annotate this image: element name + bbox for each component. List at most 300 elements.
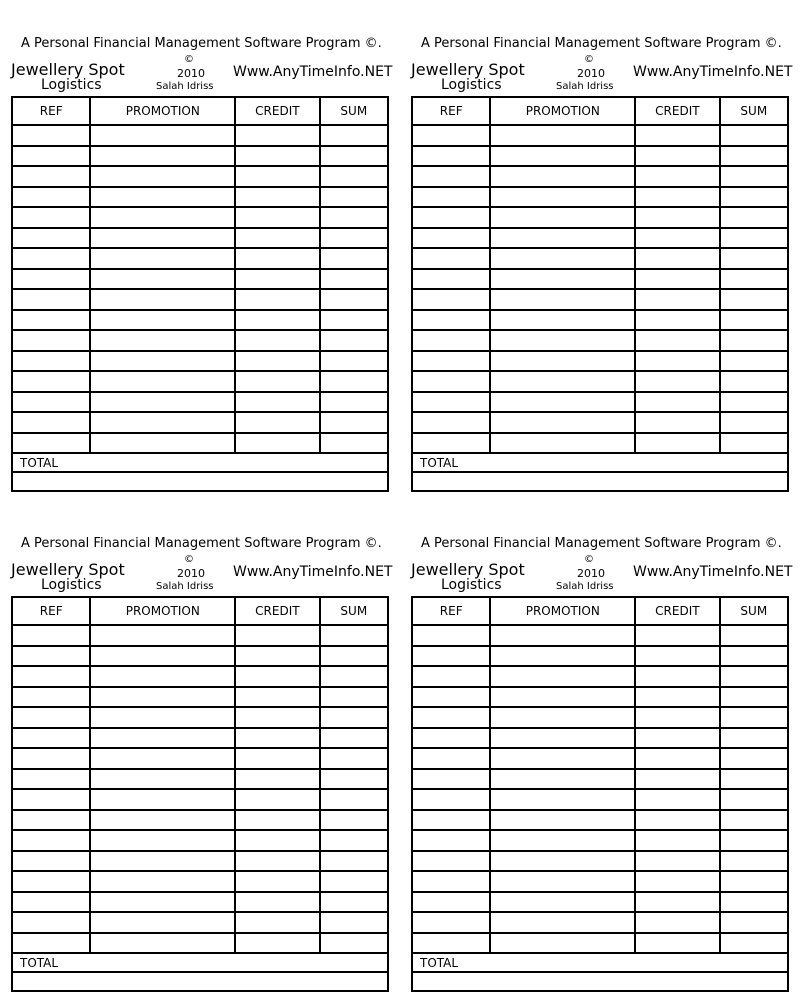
sum-cell[interactable] bbox=[720, 646, 788, 667]
ref-cell[interactable] bbox=[412, 433, 490, 454]
promotion-cell[interactable] bbox=[490, 207, 635, 228]
credit-cell[interactable] bbox=[635, 248, 719, 269]
credit-cell[interactable] bbox=[635, 728, 719, 749]
promotion-cell[interactable] bbox=[490, 646, 635, 667]
ref-cell[interactable] bbox=[412, 830, 490, 851]
ref-cell[interactable] bbox=[412, 125, 490, 146]
promotion-cell[interactable] bbox=[90, 412, 235, 433]
credit-cell[interactable] bbox=[635, 871, 719, 892]
credit-cell[interactable] bbox=[635, 912, 719, 933]
total-value-cell[interactable] bbox=[12, 472, 388, 491]
ref-cell[interactable] bbox=[12, 371, 90, 392]
ref-cell[interactable] bbox=[412, 351, 490, 372]
promotion-cell[interactable] bbox=[90, 433, 235, 454]
table-row bbox=[12, 933, 388, 954]
promotion-cell[interactable] bbox=[90, 830, 235, 851]
credit-cell[interactable] bbox=[235, 310, 319, 331]
ref-cell[interactable] bbox=[412, 289, 490, 310]
sum-cell[interactable] bbox=[720, 871, 788, 892]
promotion-cell[interactable] bbox=[90, 666, 235, 687]
table-row bbox=[12, 625, 388, 646]
promotion-cell[interactable] bbox=[490, 269, 635, 290]
credit-cell[interactable] bbox=[635, 789, 719, 810]
total-value-cell[interactable] bbox=[412, 472, 788, 491]
credit-cell[interactable] bbox=[235, 625, 319, 646]
sum-cell[interactable] bbox=[720, 687, 788, 708]
ref-cell[interactable] bbox=[12, 330, 90, 351]
credit-cell[interactable] bbox=[235, 789, 319, 810]
credit-cell[interactable] bbox=[235, 269, 319, 290]
credit-cell[interactable] bbox=[235, 351, 319, 372]
ref-cell[interactable] bbox=[412, 912, 490, 933]
credit-cell[interactable] bbox=[635, 187, 719, 208]
credit-cell[interactable] bbox=[235, 166, 319, 187]
promotion-cell[interactable] bbox=[90, 933, 235, 954]
promotion-cell[interactable] bbox=[490, 728, 635, 749]
promotion-cell[interactable] bbox=[90, 248, 235, 269]
promotion-cell[interactable] bbox=[490, 830, 635, 851]
promotion-cell[interactable] bbox=[90, 912, 235, 933]
ref-cell[interactable] bbox=[12, 392, 90, 413]
sum-cell[interactable] bbox=[320, 789, 388, 810]
promotion-cell[interactable] bbox=[490, 351, 635, 372]
ref-cell[interactable] bbox=[412, 933, 490, 954]
table-row bbox=[12, 289, 388, 310]
program-title: A Personal Financial Management Software Program ©. bbox=[421, 536, 782, 551]
ref-cell[interactable] bbox=[412, 769, 490, 790]
sum-cell[interactable] bbox=[320, 687, 388, 708]
sum-cell[interactable] bbox=[320, 625, 388, 646]
promotion-cell[interactable] bbox=[90, 728, 235, 749]
ref-cell[interactable] bbox=[12, 871, 90, 892]
table-row bbox=[412, 769, 788, 790]
promotion-cell[interactable] bbox=[90, 187, 235, 208]
sum-cell[interactable] bbox=[320, 728, 388, 749]
table-row bbox=[12, 433, 388, 454]
promotion-cell[interactable] bbox=[490, 187, 635, 208]
promotion-cell[interactable] bbox=[90, 810, 235, 831]
ref-cell[interactable] bbox=[12, 769, 90, 790]
table-row bbox=[412, 871, 788, 892]
sum-cell[interactable] bbox=[720, 810, 788, 831]
credit-cell[interactable] bbox=[235, 687, 319, 708]
ledger-table bbox=[11, 596, 389, 992]
sum-cell[interactable] bbox=[720, 166, 788, 187]
ref-cell[interactable] bbox=[412, 789, 490, 810]
promotion-cell[interactable] bbox=[490, 330, 635, 351]
sum-cell[interactable] bbox=[720, 187, 788, 208]
ledger-form-top-left bbox=[11, 34, 393, 494]
sum-cell[interactable] bbox=[720, 728, 788, 749]
promotion-cell[interactable] bbox=[90, 166, 235, 187]
promotion-cell[interactable] bbox=[490, 625, 635, 646]
copyright-author: Salah Idriss bbox=[556, 81, 614, 92]
sum-cell[interactable] bbox=[720, 228, 788, 249]
ref-cell[interactable] bbox=[412, 269, 490, 290]
promotion-cell[interactable] bbox=[490, 146, 635, 167]
sum-cell[interactable] bbox=[320, 892, 388, 913]
sum-cell[interactable] bbox=[320, 289, 388, 310]
ref-cell[interactable] bbox=[412, 892, 490, 913]
ledger-form-bottom-left bbox=[11, 534, 393, 994]
promotion-cell[interactable] bbox=[490, 433, 635, 454]
table-row bbox=[12, 146, 388, 167]
sum-cell[interactable] bbox=[320, 166, 388, 187]
promotion-cell[interactable] bbox=[90, 892, 235, 913]
promotion-cell[interactable] bbox=[490, 687, 635, 708]
ref-cell[interactable] bbox=[12, 125, 90, 146]
ref-cell[interactable] bbox=[12, 625, 90, 646]
sum-cell[interactable] bbox=[320, 371, 388, 392]
ref-cell[interactable] bbox=[12, 666, 90, 687]
sum-cell[interactable] bbox=[720, 666, 788, 687]
promotion-cell[interactable] bbox=[490, 707, 635, 728]
promotion-cell[interactable] bbox=[490, 228, 635, 249]
sum-cell[interactable] bbox=[720, 769, 788, 790]
ref-cell[interactable] bbox=[412, 207, 490, 228]
promotion-cell[interactable] bbox=[490, 810, 635, 831]
credit-cell[interactable] bbox=[235, 810, 319, 831]
table-row bbox=[12, 707, 388, 728]
promotion-cell[interactable] bbox=[90, 769, 235, 790]
credit-cell[interactable] bbox=[235, 748, 319, 769]
table-row bbox=[412, 933, 788, 954]
sum-cell[interactable] bbox=[320, 810, 388, 831]
sum-cell[interactable] bbox=[720, 125, 788, 146]
credit-cell[interactable] bbox=[635, 748, 719, 769]
sum-cell[interactable] bbox=[720, 371, 788, 392]
table-row bbox=[412, 912, 788, 933]
sum-cell[interactable] bbox=[320, 228, 388, 249]
ref-cell[interactable] bbox=[412, 666, 490, 687]
sum-cell[interactable] bbox=[720, 310, 788, 331]
ref-cell[interactable] bbox=[12, 146, 90, 167]
ref-cell[interactable] bbox=[12, 412, 90, 433]
credit-cell[interactable] bbox=[235, 412, 319, 433]
credit-cell[interactable] bbox=[235, 207, 319, 228]
sum-cell[interactable] bbox=[720, 412, 788, 433]
promotion-cell[interactable] bbox=[90, 392, 235, 413]
promotion-cell[interactable] bbox=[90, 207, 235, 228]
promotion-cell[interactable] bbox=[490, 748, 635, 769]
sum-cell[interactable] bbox=[320, 248, 388, 269]
credit-cell[interactable] bbox=[635, 892, 719, 913]
ref-cell[interactable] bbox=[12, 912, 90, 933]
table-row bbox=[412, 146, 788, 167]
ref-cell[interactable] bbox=[12, 207, 90, 228]
ref-cell[interactable] bbox=[12, 789, 90, 810]
credit-cell[interactable] bbox=[635, 625, 719, 646]
ref-cell[interactable] bbox=[12, 748, 90, 769]
credit-cell[interactable] bbox=[235, 646, 319, 667]
sum-cell[interactable] bbox=[720, 851, 788, 872]
credit-cell[interactable] bbox=[635, 687, 719, 708]
credit-cell[interactable] bbox=[235, 912, 319, 933]
sum-cell[interactable] bbox=[320, 912, 388, 933]
sum-cell[interactable] bbox=[320, 351, 388, 372]
promotion-cell[interactable] bbox=[490, 289, 635, 310]
credit-cell[interactable] bbox=[635, 310, 719, 331]
sum-cell[interactable] bbox=[720, 789, 788, 810]
column-header-promotion: PROMOTION bbox=[490, 597, 635, 625]
sum-cell[interactable] bbox=[320, 646, 388, 667]
ref-cell[interactable] bbox=[12, 351, 90, 372]
column-header-promotion: PROMOTION bbox=[90, 97, 235, 125]
credit-cell[interactable] bbox=[235, 330, 319, 351]
promotion-cell[interactable] bbox=[90, 371, 235, 392]
copyright-author: Salah Idriss bbox=[156, 581, 214, 592]
credit-cell[interactable] bbox=[235, 146, 319, 167]
credit-cell[interactable] bbox=[635, 666, 719, 687]
ledger-table bbox=[411, 596, 789, 992]
credit-cell[interactable] bbox=[635, 392, 719, 413]
ref-cell[interactable] bbox=[412, 228, 490, 249]
credit-cell[interactable] bbox=[235, 933, 319, 954]
ref-cell[interactable] bbox=[12, 433, 90, 454]
sum-cell[interactable] bbox=[320, 207, 388, 228]
credit-cell[interactable] bbox=[235, 769, 319, 790]
credit-cell[interactable] bbox=[635, 851, 719, 872]
ref-cell[interactable] bbox=[12, 166, 90, 187]
credit-cell[interactable] bbox=[635, 646, 719, 667]
sum-cell[interactable] bbox=[720, 748, 788, 769]
table-row bbox=[412, 228, 788, 249]
ref-cell[interactable] bbox=[412, 851, 490, 872]
table-row bbox=[412, 392, 788, 413]
table-row bbox=[412, 330, 788, 351]
promotion-cell[interactable] bbox=[90, 228, 235, 249]
sum-cell[interactable] bbox=[720, 289, 788, 310]
credit-cell[interactable] bbox=[635, 933, 719, 954]
ref-cell[interactable] bbox=[12, 289, 90, 310]
credit-cell[interactable] bbox=[235, 728, 319, 749]
table-row bbox=[412, 351, 788, 372]
credit-cell[interactable] bbox=[235, 392, 319, 413]
promotion-cell[interactable] bbox=[490, 310, 635, 331]
credit-cell[interactable] bbox=[635, 166, 719, 187]
ref-cell[interactable] bbox=[12, 830, 90, 851]
promotion-cell[interactable] bbox=[490, 248, 635, 269]
ref-cell[interactable] bbox=[412, 371, 490, 392]
sum-cell[interactable] bbox=[320, 748, 388, 769]
credit-cell[interactable] bbox=[635, 810, 719, 831]
promotion-cell[interactable] bbox=[490, 371, 635, 392]
ref-cell[interactable] bbox=[12, 228, 90, 249]
sum-cell[interactable] bbox=[320, 830, 388, 851]
promotion-cell[interactable] bbox=[90, 851, 235, 872]
column-header-sum: SUM bbox=[320, 597, 388, 625]
credit-cell[interactable] bbox=[235, 228, 319, 249]
ref-cell[interactable] bbox=[12, 248, 90, 269]
promotion-cell[interactable] bbox=[90, 146, 235, 167]
sum-cell[interactable] bbox=[320, 310, 388, 331]
promotion-cell[interactable] bbox=[490, 892, 635, 913]
sum-cell[interactable] bbox=[720, 351, 788, 372]
table-row bbox=[12, 646, 388, 667]
sum-cell[interactable] bbox=[720, 248, 788, 269]
ref-cell[interactable] bbox=[12, 728, 90, 749]
ref-cell[interactable] bbox=[12, 810, 90, 831]
credit-cell[interactable] bbox=[235, 871, 319, 892]
promotion-cell[interactable] bbox=[490, 392, 635, 413]
ref-cell[interactable] bbox=[412, 646, 490, 667]
ref-cell[interactable] bbox=[412, 871, 490, 892]
ref-cell[interactable] bbox=[12, 851, 90, 872]
ref-cell[interactable] bbox=[412, 412, 490, 433]
promotion-cell[interactable] bbox=[490, 769, 635, 790]
promotion-cell[interactable] bbox=[90, 289, 235, 310]
sum-cell[interactable] bbox=[720, 892, 788, 913]
sum-cell[interactable] bbox=[720, 330, 788, 351]
credit-cell[interactable] bbox=[635, 289, 719, 310]
promotion-cell[interactable] bbox=[90, 789, 235, 810]
table-row bbox=[412, 707, 788, 728]
credit-cell[interactable] bbox=[635, 371, 719, 392]
promotion-cell[interactable] bbox=[490, 666, 635, 687]
sum-cell[interactable] bbox=[320, 433, 388, 454]
ref-cell[interactable] bbox=[412, 330, 490, 351]
promotion-cell[interactable] bbox=[490, 166, 635, 187]
promotion-cell[interactable] bbox=[90, 330, 235, 351]
credit-cell[interactable] bbox=[635, 707, 719, 728]
ref-cell[interactable] bbox=[412, 707, 490, 728]
sum-cell[interactable] bbox=[320, 769, 388, 790]
table-row bbox=[412, 666, 788, 687]
sum-cell[interactable] bbox=[320, 851, 388, 872]
credit-cell[interactable] bbox=[235, 248, 319, 269]
credit-cell[interactable] bbox=[635, 228, 719, 249]
credit-cell[interactable] bbox=[635, 125, 719, 146]
promotion-cell[interactable] bbox=[490, 412, 635, 433]
credit-cell[interactable] bbox=[235, 666, 319, 687]
ref-cell[interactable] bbox=[12, 646, 90, 667]
sum-cell[interactable] bbox=[320, 269, 388, 290]
ref-cell[interactable] bbox=[412, 146, 490, 167]
sum-cell[interactable] bbox=[320, 392, 388, 413]
sum-cell[interactable] bbox=[320, 933, 388, 954]
promotion-cell[interactable] bbox=[90, 125, 235, 146]
promotion-cell[interactable] bbox=[90, 646, 235, 667]
sum-cell[interactable] bbox=[720, 433, 788, 454]
table-row bbox=[412, 810, 788, 831]
promotion-cell[interactable] bbox=[90, 269, 235, 290]
table-row bbox=[412, 310, 788, 331]
ref-cell[interactable] bbox=[412, 248, 490, 269]
ref-cell[interactable] bbox=[412, 810, 490, 831]
table-row bbox=[12, 892, 388, 913]
credit-cell[interactable] bbox=[635, 830, 719, 851]
ref-cell[interactable] bbox=[412, 748, 490, 769]
credit-cell[interactable] bbox=[635, 146, 719, 167]
sum-cell[interactable] bbox=[720, 830, 788, 851]
sum-cell[interactable] bbox=[720, 146, 788, 167]
sum-cell[interactable] bbox=[720, 625, 788, 646]
promotion-cell[interactable] bbox=[490, 851, 635, 872]
copyright-symbol: © bbox=[184, 54, 194, 65]
sum-cell[interactable] bbox=[720, 207, 788, 228]
sum-cell[interactable] bbox=[320, 330, 388, 351]
sum-cell[interactable] bbox=[320, 412, 388, 433]
promotion-cell[interactable] bbox=[90, 310, 235, 331]
promotion-cell[interactable] bbox=[90, 871, 235, 892]
promotion-cell[interactable] bbox=[490, 871, 635, 892]
sum-cell[interactable] bbox=[720, 392, 788, 413]
table-row bbox=[12, 412, 388, 433]
ref-cell[interactable] bbox=[412, 166, 490, 187]
website-link: Www.AnyTimeInfo.NET bbox=[233, 64, 393, 80]
sum-cell[interactable] bbox=[320, 125, 388, 146]
credit-cell[interactable] bbox=[635, 433, 719, 454]
promotion-cell[interactable] bbox=[90, 748, 235, 769]
sum-cell[interactable] bbox=[320, 666, 388, 687]
promotion-cell[interactable] bbox=[90, 687, 235, 708]
column-header-ref: REF bbox=[412, 597, 490, 625]
promotion-cell[interactable] bbox=[90, 707, 235, 728]
promotion-cell[interactable] bbox=[90, 351, 235, 372]
sum-cell[interactable] bbox=[320, 187, 388, 208]
credit-cell[interactable] bbox=[235, 125, 319, 146]
promotion-cell[interactable] bbox=[90, 625, 235, 646]
credit-cell[interactable] bbox=[635, 769, 719, 790]
total-value-cell[interactable] bbox=[12, 972, 388, 991]
credit-cell[interactable] bbox=[635, 351, 719, 372]
sum-cell[interactable] bbox=[320, 146, 388, 167]
credit-cell[interactable] bbox=[235, 187, 319, 208]
brand-name: Jewellery Spot bbox=[411, 560, 525, 579]
ref-cell[interactable] bbox=[12, 187, 90, 208]
promotion-cell[interactable] bbox=[490, 933, 635, 954]
total-value-cell[interactable] bbox=[412, 972, 788, 991]
sum-cell[interactable] bbox=[720, 933, 788, 954]
ref-cell[interactable] bbox=[12, 933, 90, 954]
ref-cell[interactable] bbox=[12, 687, 90, 708]
ref-cell[interactable] bbox=[412, 187, 490, 208]
table-row bbox=[412, 371, 788, 392]
sum-cell[interactable] bbox=[720, 269, 788, 290]
sum-cell[interactable] bbox=[720, 912, 788, 933]
sum-cell[interactable] bbox=[720, 707, 788, 728]
credit-cell[interactable] bbox=[235, 371, 319, 392]
credit-cell[interactable] bbox=[635, 269, 719, 290]
sum-cell[interactable] bbox=[320, 871, 388, 892]
table-row bbox=[12, 687, 388, 708]
credit-cell[interactable] bbox=[235, 433, 319, 454]
promotion-cell[interactable] bbox=[490, 125, 635, 146]
ref-cell[interactable] bbox=[412, 728, 490, 749]
credit-cell[interactable] bbox=[235, 830, 319, 851]
ref-cell[interactable] bbox=[12, 707, 90, 728]
credit-cell[interactable] bbox=[235, 707, 319, 728]
credit-cell[interactable] bbox=[235, 851, 319, 872]
ref-cell[interactable] bbox=[412, 392, 490, 413]
credit-cell[interactable] bbox=[635, 207, 719, 228]
credit-cell[interactable] bbox=[635, 330, 719, 351]
total-label: TOTAL bbox=[412, 953, 788, 972]
column-header-credit: CREDIT bbox=[235, 597, 319, 625]
ref-cell[interactable] bbox=[12, 892, 90, 913]
ref-cell[interactable] bbox=[12, 269, 90, 290]
sum-cell[interactable] bbox=[320, 707, 388, 728]
ref-cell[interactable] bbox=[412, 625, 490, 646]
credit-cell[interactable] bbox=[235, 892, 319, 913]
ref-cell[interactable] bbox=[12, 310, 90, 331]
promotion-cell[interactable] bbox=[490, 912, 635, 933]
promotion-cell[interactable] bbox=[490, 789, 635, 810]
ref-cell[interactable] bbox=[412, 687, 490, 708]
credit-cell[interactable] bbox=[635, 412, 719, 433]
ref-cell[interactable] bbox=[412, 310, 490, 331]
credit-cell[interactable] bbox=[235, 289, 319, 310]
